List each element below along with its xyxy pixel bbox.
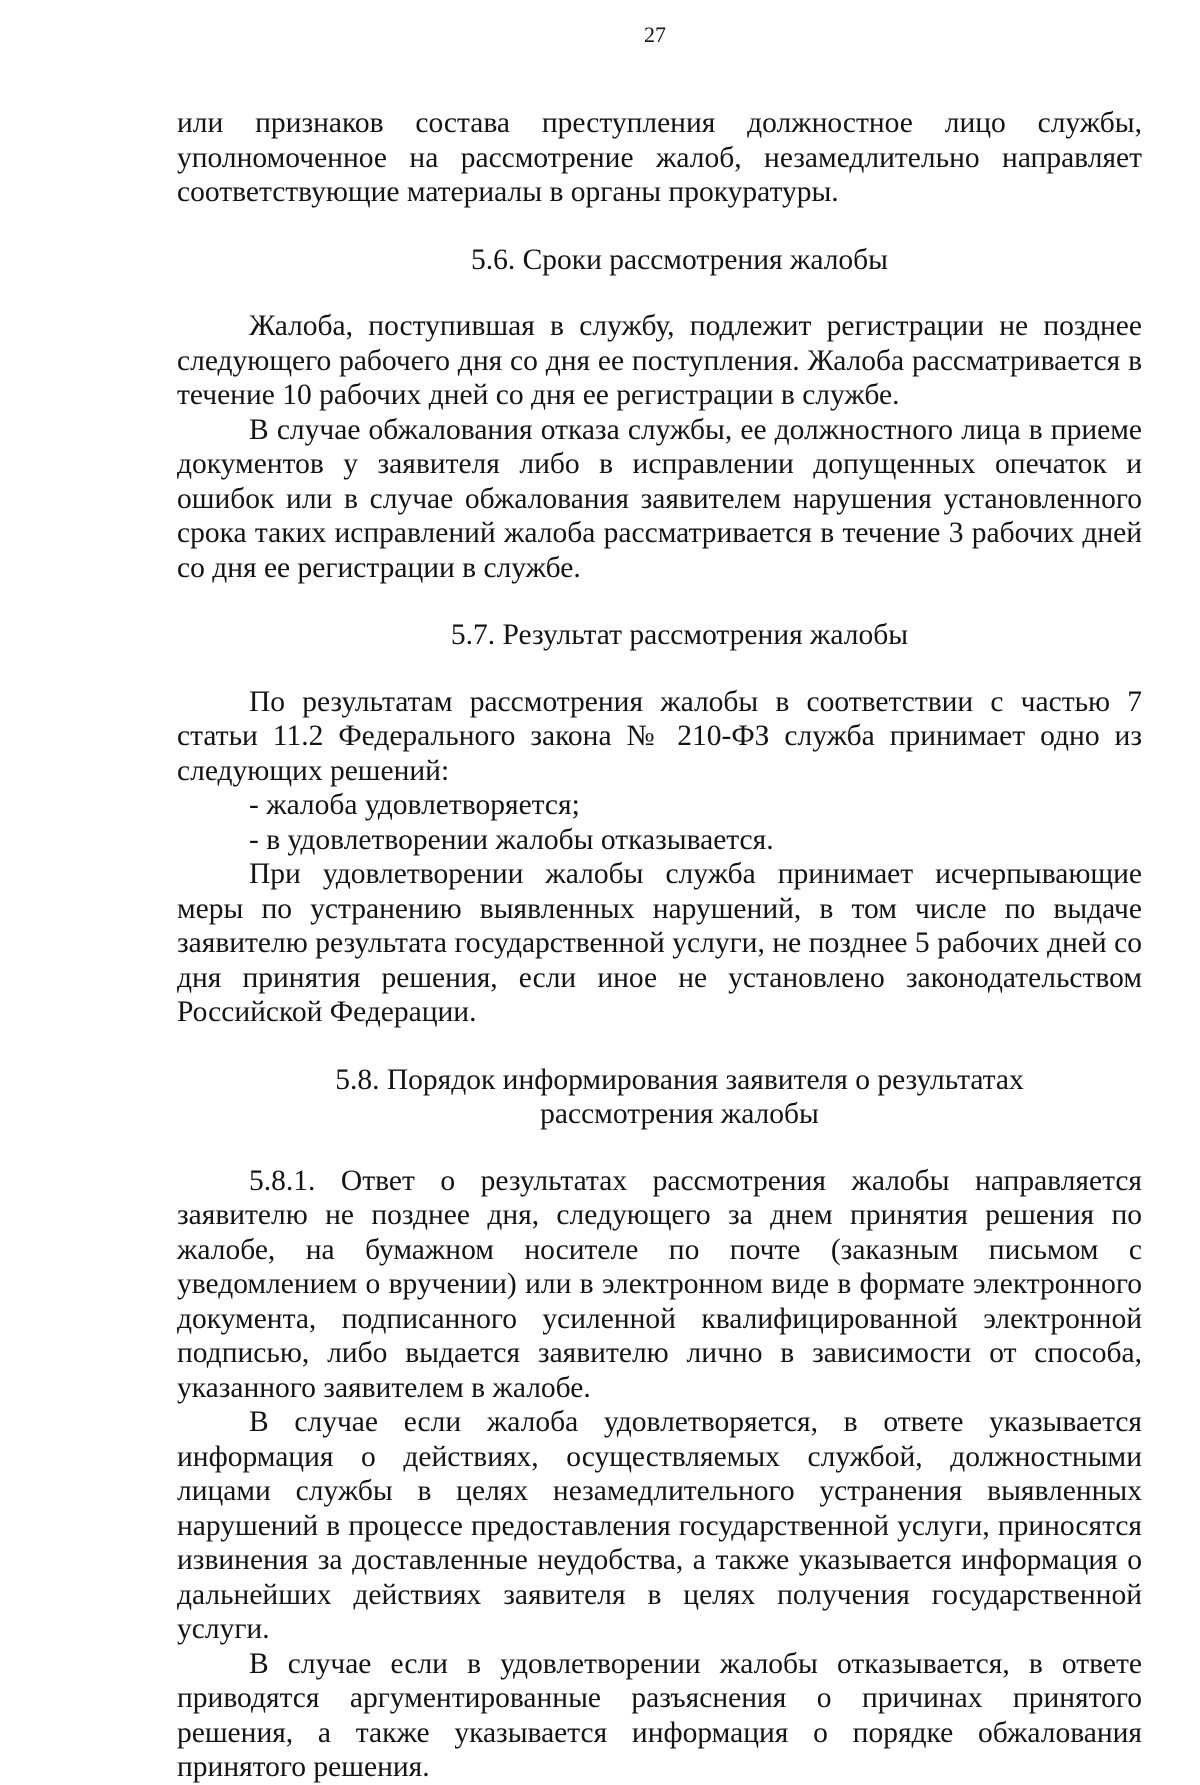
paragraph-continuation: или признаков состава преступления должностное лицо службы, уполномоченное на рассмотрение жалоб, незамедлительно направляет соответствующие материалы в органы прокуратуры. <box>177 107 1142 208</box>
section-heading-5-6: 5.6. Сроки рассмотрения жалобы <box>470 243 888 276</box>
document-body <box>177 106 1142 1785</box>
list-item-refused: - в удовлетворении жалобы отказывается. <box>249 823 774 856</box>
section-heading-5-8 <box>177 1063 1142 1132</box>
section-heading-5-7: 5.7. Результат рассмотрения жалобы <box>450 619 909 651</box>
paragraph-5-6-registration: Жалоба, поступившая в службу, подлежит регистрации не позднее следующего рабочего дня со дня ее поступления. Жалоба рассматривается в течение 10 рабочих дней со дня ее регистрации в службе. <box>177 310 1142 411</box>
page-number: 27 <box>644 22 666 47</box>
paragraph-5-6-appeal-term: В случае обжалования отказа службы, ее должностного лица в приеме документов у заявителя либо в исправлении допущенных опечаток и ошибок или в случае обжалования заявителем нарушения установленного срока таких исправлений жалоба рассматривается в течение 3 рабочих дней со дня ее регистрации в службе. <box>177 413 1142 584</box>
section-heading-5-8-line1: 5.8. Порядок информирования заявителя о результатах <box>335 1063 1024 1096</box>
paragraph-5-7-measures: При удовлетворении жалобы служба принимает исчерпывающие меры по устранению выявленных нарушений, в том числе по выдаче заявителю результата государственной услуги, не позднее 5 рабочих дней со дня принятия решения, если иное не установлено законодательством Российской Федерации. <box>177 858 1142 1028</box>
paragraph-5-8-satisfied: В случае если жалоба удовлетворяется, в ответе указывается информация о действиях, осуществляемых службой, должностными лицами службы в целях незамедлительного устранения выявленных нарушений в процессе предоставления государственной услуги, приносятся извинения за доставленные неудобства, а также указывается информация о дальнейших действиях заявителя в целях получения государственной услуги. <box>177 1406 1142 1645</box>
paragraph-5-7-decisions: По результатам рассмотрения жалобы в соответствии с частью 7 статьи 11.2 Федерального закона № 210-ФЗ служба принимает одно из следующих решений: <box>177 685 1142 787</box>
list-item-satisfied: - жалоба удовлетворяется; <box>249 789 580 821</box>
paragraph-5-8-1-answer: 5.8.1. Ответ о результатах рассмотрения жалобы направляется заявителю не позднее дня, следующего за днем принятия решения по жалобе, на бумажном носителе по почте (заказным письмом с уведомлением о вручении) или в электронном виде в формате электронного документа, подписанного усиленной квалифицированной электронной подписью, либо выдается заявителю лично в зависимости от способа, указанного заявителем в жалобе. <box>177 1164 1142 1404</box>
paragraph-5-8-refused: В случае если в удовлетворении жалобы отказывается, в ответе приводятся аргументированные разъяснения о причинах принятого решения, а также указывается информация о порядке обжалования принятого решения. <box>177 1647 1142 1783</box>
section-heading-5-8-line2: рассмотрения жалобы <box>540 1098 819 1130</box>
